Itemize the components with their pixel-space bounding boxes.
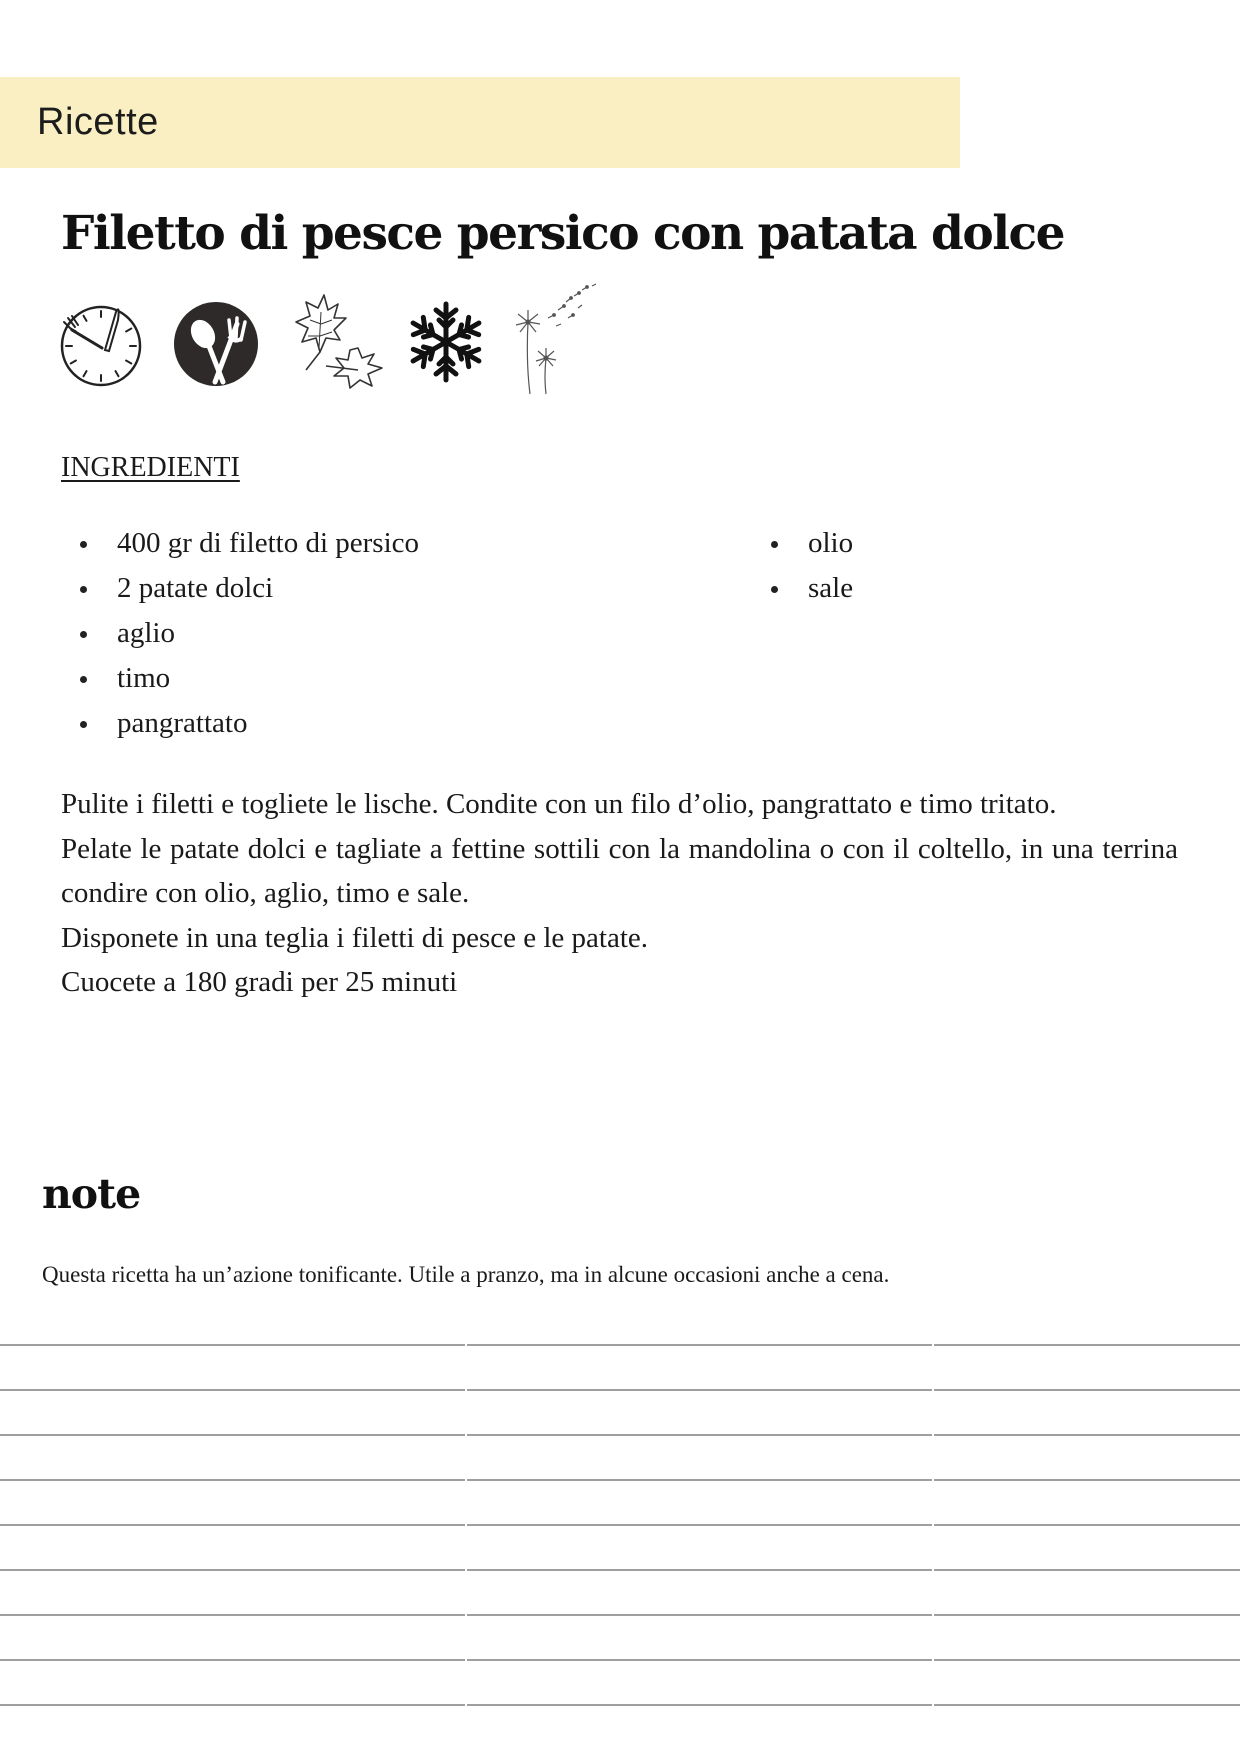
ingredient-item: pangrattato xyxy=(59,701,679,746)
instruction-step: Pelate le patate dolci e tagliate a fettine sottili con la mandolina o con il coltello, in una terrina condire con olio, aglio, timo e sale. xyxy=(61,832,1178,910)
notes-text: Questa ricetta ha un’azione tonificante. Utile a pranzo, ma in alcune occasioni anche a cena. xyxy=(42,1262,890,1287)
instructions xyxy=(61,782,1178,1005)
writing-lines xyxy=(0,1340,1240,1720)
instruction-step: Cuocete a 180 gradi per 25 minuti xyxy=(61,966,458,999)
ingredient-item: timo xyxy=(59,656,679,701)
snowflake-icon xyxy=(403,290,489,390)
autumn-leaves-icon xyxy=(288,290,388,390)
clock-cutlery-icon xyxy=(58,290,144,390)
recipe-title: Filetto di pesce persico con patata dolce xyxy=(61,206,1065,261)
ingredient-item: sale xyxy=(750,566,1150,611)
instruction-step: Disponete in una teglia i filetti di pesce e le patate. xyxy=(61,921,649,954)
recipe-icons xyxy=(58,290,618,410)
ingredients-heading: INGREDIENTI xyxy=(61,452,240,483)
ingredients-list-left xyxy=(59,521,679,746)
ingredient-item: 400 gr di filetto di persico xyxy=(59,521,679,566)
ingredient-item: 2 patate dolci xyxy=(59,566,679,611)
section-label: Ricette xyxy=(37,101,159,143)
plate-spoon-fork-icon xyxy=(173,290,259,390)
ingredient-item: olio xyxy=(750,521,1150,566)
dandelion-icon xyxy=(508,282,618,397)
ingredients-list-right xyxy=(750,521,1150,611)
instruction-step: Pulite i filetti e togliete le lische. Condite con un filo d’olio, pangrattato e timo tritato. xyxy=(61,788,1057,820)
notes-title: note xyxy=(42,1170,141,1218)
header-band xyxy=(0,77,960,168)
ingredient-item: aglio xyxy=(59,611,679,656)
